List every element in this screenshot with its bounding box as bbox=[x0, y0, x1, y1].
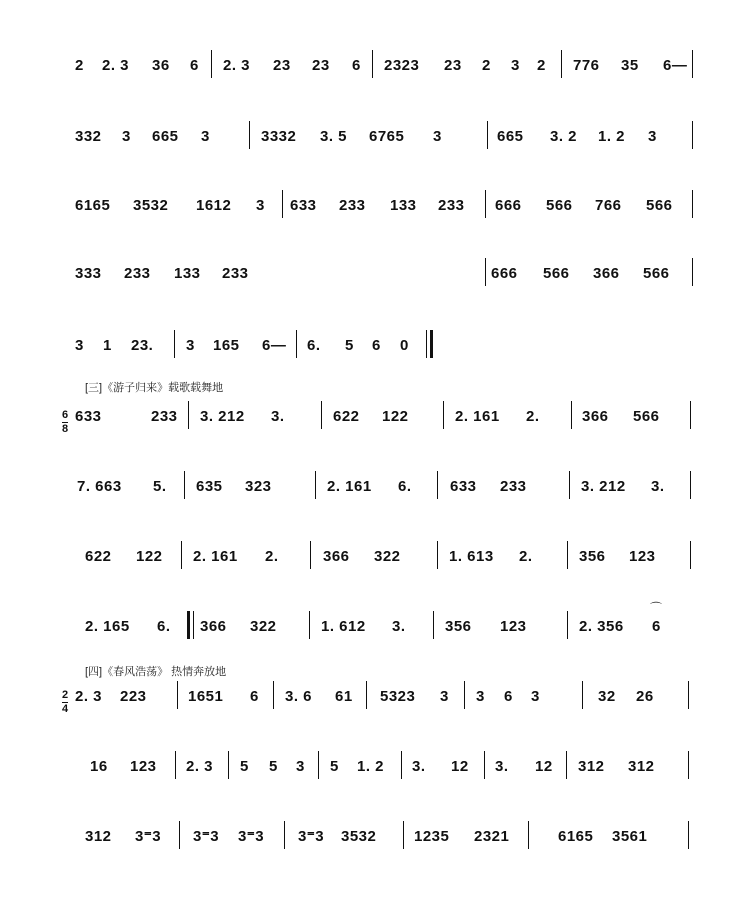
note-group: 0 bbox=[400, 337, 409, 354]
time-signature: $\frac{6}{8}$ bbox=[62, 409, 69, 435]
note-group: 3. 212 bbox=[200, 408, 245, 425]
note-group: 5. bbox=[153, 478, 167, 495]
barline bbox=[309, 611, 310, 639]
note-group: 633 bbox=[290, 197, 317, 214]
barline bbox=[690, 471, 691, 499]
note-group: 2 bbox=[482, 57, 491, 74]
note-group: 1. 2 bbox=[598, 128, 626, 145]
note-group: 333 bbox=[75, 265, 102, 282]
note-group: 123 bbox=[130, 758, 157, 775]
note-group: 633 bbox=[75, 408, 102, 425]
note-group: 122 bbox=[136, 548, 163, 565]
note-group: 2 bbox=[537, 57, 546, 74]
note-group: 665 bbox=[497, 128, 524, 145]
barline bbox=[690, 401, 691, 429]
note-group: 1. 2 bbox=[357, 758, 385, 775]
score-line bbox=[0, 601, 750, 657]
barline bbox=[284, 821, 285, 849]
note-group: 6165 bbox=[75, 197, 111, 214]
note-group: 665 bbox=[152, 128, 179, 145]
barline bbox=[366, 681, 367, 709]
section-title: [三]《游子归来》载歌载舞地 bbox=[85, 382, 224, 394]
note-group: 3⁼3 bbox=[135, 828, 162, 845]
note-group: 2. 161 bbox=[455, 408, 500, 425]
note-group: 5 bbox=[269, 758, 278, 775]
note-group: 5323 bbox=[380, 688, 416, 705]
note-group: 3. 6 bbox=[285, 688, 313, 705]
note-group: 6. bbox=[398, 478, 412, 495]
note-group: 3332 bbox=[261, 128, 297, 145]
barline bbox=[443, 401, 444, 429]
note-group: 635 bbox=[196, 478, 223, 495]
score-line bbox=[0, 827, 750, 867]
note-group: 6— bbox=[262, 337, 287, 354]
barline bbox=[403, 821, 404, 849]
score-line bbox=[0, 477, 750, 517]
note-group: 312 bbox=[578, 758, 605, 775]
barline bbox=[690, 541, 691, 569]
note-group: 3⁼3 bbox=[193, 828, 220, 845]
barline bbox=[372, 50, 373, 78]
note-group: 322 bbox=[250, 618, 277, 635]
note-group: 622 bbox=[333, 408, 360, 425]
note-group: 356 bbox=[579, 548, 606, 565]
note-group: 23. bbox=[131, 337, 154, 354]
note-group: 6 bbox=[652, 618, 661, 635]
note-group: 5 bbox=[345, 337, 354, 354]
note-group: 3. bbox=[651, 478, 665, 495]
note-group: 32 bbox=[598, 688, 616, 705]
note-group: 6. bbox=[157, 618, 171, 635]
note-group: 23 bbox=[273, 57, 291, 74]
note-group: 3 bbox=[201, 128, 210, 145]
note-group: 2323 bbox=[384, 57, 420, 74]
note-group: 3 bbox=[511, 57, 520, 74]
note-group: 7. 663 bbox=[77, 478, 122, 495]
barline bbox=[692, 258, 693, 286]
barline bbox=[310, 541, 311, 569]
barline bbox=[566, 751, 567, 779]
note-group: 6— bbox=[663, 57, 688, 74]
note-group: 2321 bbox=[474, 828, 510, 845]
barline bbox=[692, 50, 693, 78]
note-group: 312 bbox=[628, 758, 655, 775]
barline bbox=[273, 681, 274, 709]
barline bbox=[437, 471, 438, 499]
note-group: 122 bbox=[382, 408, 409, 425]
barline bbox=[181, 541, 182, 569]
barline bbox=[318, 751, 319, 779]
note-group: 3⁼3 bbox=[238, 828, 265, 845]
barline bbox=[211, 50, 212, 78]
note-group: 3532 bbox=[133, 197, 169, 214]
note-group: 332 bbox=[75, 128, 102, 145]
note-group: 3532 bbox=[341, 828, 377, 845]
note-group: 3. 5 bbox=[320, 128, 348, 145]
note-group: 3 bbox=[433, 128, 442, 145]
score-line bbox=[0, 196, 750, 236]
note-group: 3. bbox=[271, 408, 285, 425]
barline bbox=[296, 330, 297, 358]
note-group: 366 bbox=[200, 618, 227, 635]
note-group: 133 bbox=[390, 197, 417, 214]
note-group: 1651 bbox=[188, 688, 224, 705]
note-group: 6. bbox=[307, 337, 321, 354]
note-group: 356 bbox=[445, 618, 472, 635]
note-group: 6165 bbox=[558, 828, 594, 845]
score-line bbox=[0, 264, 750, 304]
note-group: 233 bbox=[500, 478, 527, 495]
note-group: 36 bbox=[152, 57, 170, 74]
score-line bbox=[0, 127, 750, 167]
note-group: 1235 bbox=[414, 828, 450, 845]
note-group: 3 bbox=[256, 197, 265, 214]
note-group: 165 bbox=[213, 337, 240, 354]
note-group: 6 bbox=[504, 688, 513, 705]
barline bbox=[174, 330, 175, 358]
note-group: 233 bbox=[124, 265, 151, 282]
note-group: 223 bbox=[120, 688, 147, 705]
barline bbox=[437, 541, 438, 569]
note-group: 133 bbox=[174, 265, 201, 282]
barline bbox=[571, 401, 572, 429]
note-group: 3⁼3 bbox=[298, 828, 325, 845]
note-group: 1. 613 bbox=[449, 548, 494, 565]
barline bbox=[692, 121, 693, 149]
note-group: 322 bbox=[374, 548, 401, 565]
note-group: 3. 2 bbox=[550, 128, 578, 145]
barline bbox=[528, 821, 529, 849]
note-group: 123 bbox=[500, 618, 527, 635]
barline bbox=[688, 821, 689, 849]
note-group: 3 bbox=[296, 758, 305, 775]
note-group: 633 bbox=[450, 478, 477, 495]
barline bbox=[188, 401, 189, 429]
note-group: 123 bbox=[629, 548, 656, 565]
note-group: 566 bbox=[546, 197, 573, 214]
barline bbox=[249, 121, 250, 149]
note-group: 23 bbox=[312, 57, 330, 74]
note-group: 2. 356 bbox=[579, 618, 624, 635]
note-group: 566 bbox=[543, 265, 570, 282]
barline bbox=[177, 681, 178, 709]
score-line bbox=[0, 547, 750, 587]
section-title: [四]《春风浩荡》 热情奔放地 bbox=[85, 666, 227, 678]
note-group: 5 bbox=[240, 758, 249, 775]
note-group: 3 bbox=[476, 688, 485, 705]
note-group: 3561 bbox=[612, 828, 648, 845]
score-line bbox=[0, 757, 750, 797]
note-group: 3 bbox=[531, 688, 540, 705]
barline bbox=[487, 121, 488, 149]
barline bbox=[569, 471, 570, 499]
note-group: 23 bbox=[444, 57, 462, 74]
barline bbox=[567, 541, 568, 569]
barline bbox=[401, 751, 402, 779]
note-group: 366 bbox=[323, 548, 350, 565]
note-group: 312 bbox=[85, 828, 112, 845]
note-group: 3 bbox=[186, 337, 195, 354]
note-group: 323 bbox=[245, 478, 272, 495]
note-group: 2. bbox=[265, 548, 279, 565]
fermata-mark: ⌒ bbox=[650, 601, 663, 615]
time-signature: $\frac{2}{4}$ bbox=[62, 689, 69, 715]
note-group: 3 bbox=[122, 128, 131, 145]
note-group: 1 bbox=[103, 337, 112, 354]
note-group: 2. bbox=[519, 548, 533, 565]
note-group: 2. 161 bbox=[193, 548, 238, 565]
note-group: 6 bbox=[250, 688, 259, 705]
note-group: 233 bbox=[222, 265, 249, 282]
barline bbox=[464, 681, 465, 709]
note-group: 3. bbox=[392, 618, 406, 635]
barline bbox=[582, 681, 583, 709]
note-group: 366 bbox=[593, 265, 620, 282]
barline bbox=[433, 611, 434, 639]
note-group: 6 bbox=[372, 337, 381, 354]
note-group: 2. bbox=[526, 408, 540, 425]
barline bbox=[321, 401, 322, 429]
barline bbox=[484, 751, 485, 779]
barline bbox=[688, 681, 689, 709]
note-group: 6 bbox=[352, 57, 361, 74]
note-group: 1. 612 bbox=[321, 618, 366, 635]
barline bbox=[485, 258, 486, 286]
barline bbox=[567, 611, 568, 639]
note-group: 566 bbox=[643, 265, 670, 282]
note-group: 12 bbox=[535, 758, 553, 775]
note-group: 666 bbox=[495, 197, 522, 214]
barline bbox=[485, 190, 486, 218]
barline bbox=[175, 751, 176, 779]
note-group: 2. 3 bbox=[102, 57, 130, 74]
note-group: 776 bbox=[573, 57, 600, 74]
note-group: 2. 3 bbox=[186, 758, 214, 775]
note-group: 766 bbox=[595, 197, 622, 214]
barline bbox=[692, 190, 693, 218]
note-group: 2. 161 bbox=[327, 478, 372, 495]
barline bbox=[184, 471, 185, 499]
note-group: 2. 3 bbox=[223, 57, 251, 74]
note-group: 566 bbox=[646, 197, 673, 214]
note-group: 61 bbox=[335, 688, 353, 705]
score-line bbox=[0, 336, 750, 376]
score-line bbox=[0, 687, 750, 727]
note-group: 233 bbox=[339, 197, 366, 214]
note-group: 6 bbox=[190, 57, 199, 74]
score-line bbox=[0, 56, 750, 96]
note-group: 2 bbox=[75, 57, 84, 74]
note-group: 16 bbox=[90, 758, 108, 775]
note-group: 5 bbox=[330, 758, 339, 775]
note-group: 35 bbox=[621, 57, 639, 74]
barline bbox=[282, 190, 283, 218]
note-group: 622 bbox=[85, 548, 112, 565]
note-group: 1612 bbox=[196, 197, 232, 214]
note-group: 233 bbox=[438, 197, 465, 214]
note-group: 3. 212 bbox=[581, 478, 626, 495]
note-group: 6765 bbox=[369, 128, 405, 145]
note-group: 366 bbox=[582, 408, 609, 425]
note-group: 3 bbox=[648, 128, 657, 145]
barline bbox=[561, 50, 562, 78]
barline bbox=[228, 751, 229, 779]
note-group: 666 bbox=[491, 265, 518, 282]
note-group: 3 bbox=[75, 337, 84, 354]
note-group: 2. 165 bbox=[85, 618, 130, 635]
note-group: 566 bbox=[633, 408, 660, 425]
note-group: 3 bbox=[440, 688, 449, 705]
note-group: 3. bbox=[412, 758, 426, 775]
note-group: 233 bbox=[151, 408, 178, 425]
note-group: 12 bbox=[451, 758, 469, 775]
barline bbox=[688, 751, 689, 779]
note-group: 26 bbox=[636, 688, 654, 705]
score-line bbox=[0, 407, 750, 447]
note-group: 3. bbox=[495, 758, 509, 775]
barline bbox=[179, 821, 180, 849]
barline bbox=[315, 471, 316, 499]
note-group: 2. 3 bbox=[75, 688, 103, 705]
